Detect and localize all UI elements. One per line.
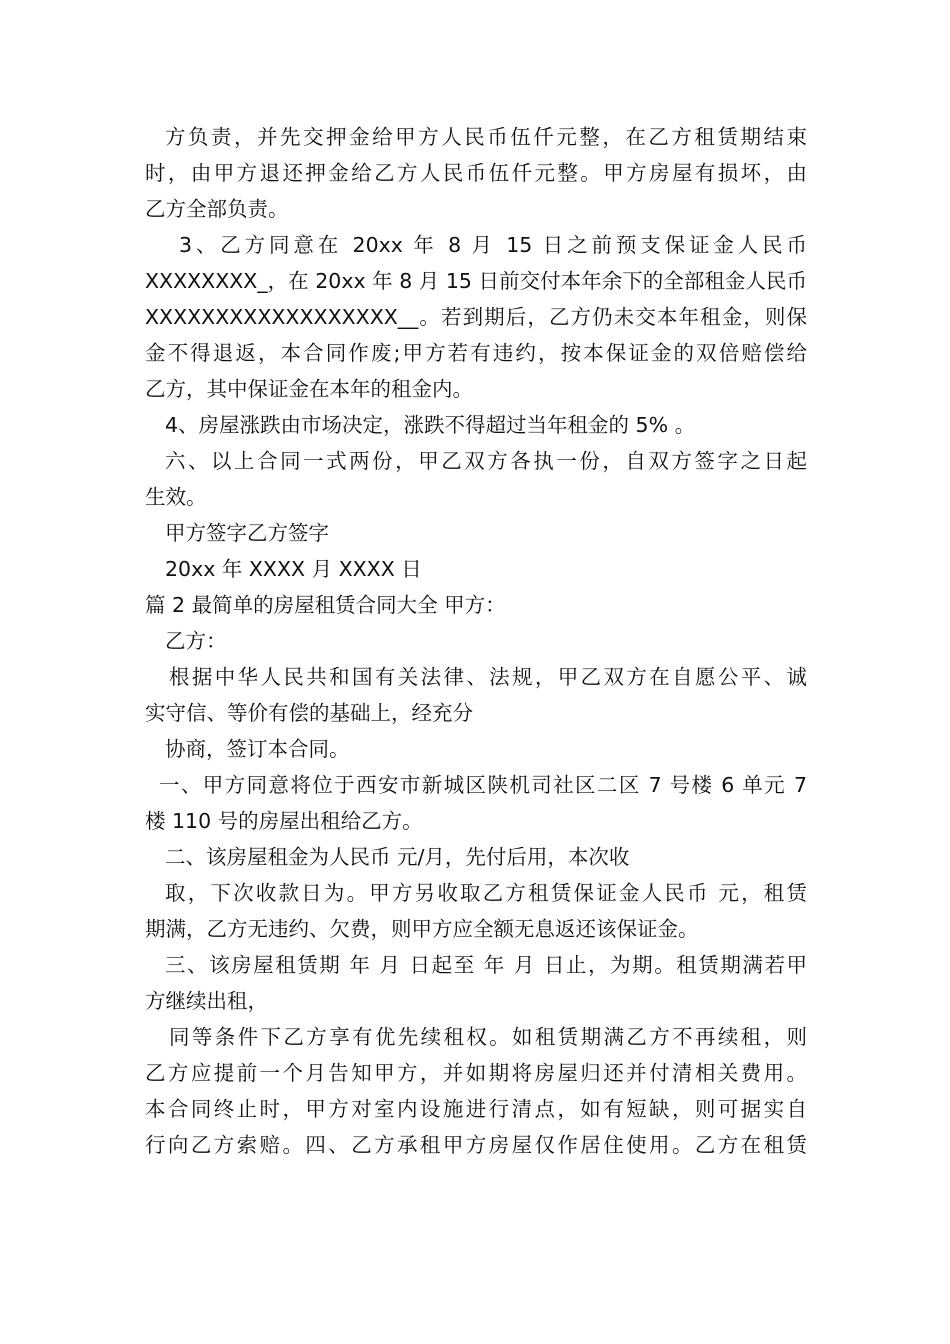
- document-line: 乙方应提前一个月告知甲方，并如期将房屋归还并付清相关费用。: [145, 1061, 807, 1085]
- document-line: XXXXXXXX_，在 20xx 年 8 月 15 日前交付本年余下的全部租金人民币: [145, 269, 807, 293]
- document-line: 乙方全部负责。: [145, 197, 289, 221]
- document-line: 本合同终止时，甲方对室内设施进行清点，如有短缺，则可据实自: [145, 1097, 807, 1121]
- document-line: 方继续出租，: [145, 989, 268, 1013]
- document-line: 三、该房屋租赁期 年 月 日起至 年 月 日止，为期。租赁期满若甲: [165, 953, 807, 977]
- document-line: XXXXXXXXXXXXXXXXXX__。若到期后，乙方仍未交本年租金，则保: [145, 305, 807, 329]
- document-line: 协商，签订本合同。: [165, 737, 350, 761]
- document-line: 20xx 年 XXXX 月 XXXX 日: [165, 557, 422, 581]
- document-line: 根据中华人民共和国有关法律、法规，甲乙双方在自愿公平、诚: [169, 665, 807, 689]
- document-body: [145, 119, 807, 1163]
- document-line: 六、以上合同一式两份，甲乙双方各执一份，自双方签字之日起: [165, 449, 807, 473]
- document-line: 篇 2 最简单的房屋租赁合同大全 甲方：: [145, 593, 506, 617]
- document-line: 时，由甲方退还押金给乙方人民币伍仟元整。甲方房屋有损坏，由: [145, 161, 807, 185]
- document-line: 同等条件下乙方享有优先续租权。如租赁期满乙方不再续租，则: [169, 1025, 807, 1049]
- document-line: 3、乙方同意在 20xx 年 8 月 15 日之前预支保证金人民币: [179, 233, 807, 257]
- document-line: 甲方签字乙方签字: [165, 521, 329, 545]
- document-line: 4、房屋涨跌由市场决定，涨跌不得超过当年租金的 5% 。: [165, 413, 696, 437]
- document-line: 取，下次收款日为。甲方另收取乙方租赁保证金人民币 元，租赁: [165, 881, 807, 905]
- document-line: 楼 110 号的房屋出租给乙方。: [145, 809, 423, 833]
- document-line: 一、甲方同意将位于西安市新城区陕机司社区二区 7 号楼 6 单元 7: [159, 773, 807, 797]
- document-line: 期满，乙方无违约、欠费，则甲方应全额无息返还该保证金。: [145, 917, 699, 941]
- document-line: 二、该房屋租金为人民币 元/月，先付后用，本次收: [165, 845, 630, 869]
- document-line: 行向乙方索赔。四、乙方承租甲方房屋仅作居住使用。乙方在租赁: [145, 1133, 807, 1157]
- document-line: 实守信、等价有偿的基础上，经充分: [145, 701, 473, 725]
- document-line: 金不得退返，本合同作废;甲方若有违约，按本保证金的双倍赔偿给: [145, 341, 807, 365]
- document-line: 方负责，并先交押金给甲方人民币伍仟元整，在乙方租赁期结束: [165, 125, 807, 149]
- document-line: 乙方，其中保证金在本年的租金内。: [145, 377, 473, 401]
- document-line: 乙方：: [165, 629, 227, 653]
- document-line: 生效。: [145, 485, 207, 509]
